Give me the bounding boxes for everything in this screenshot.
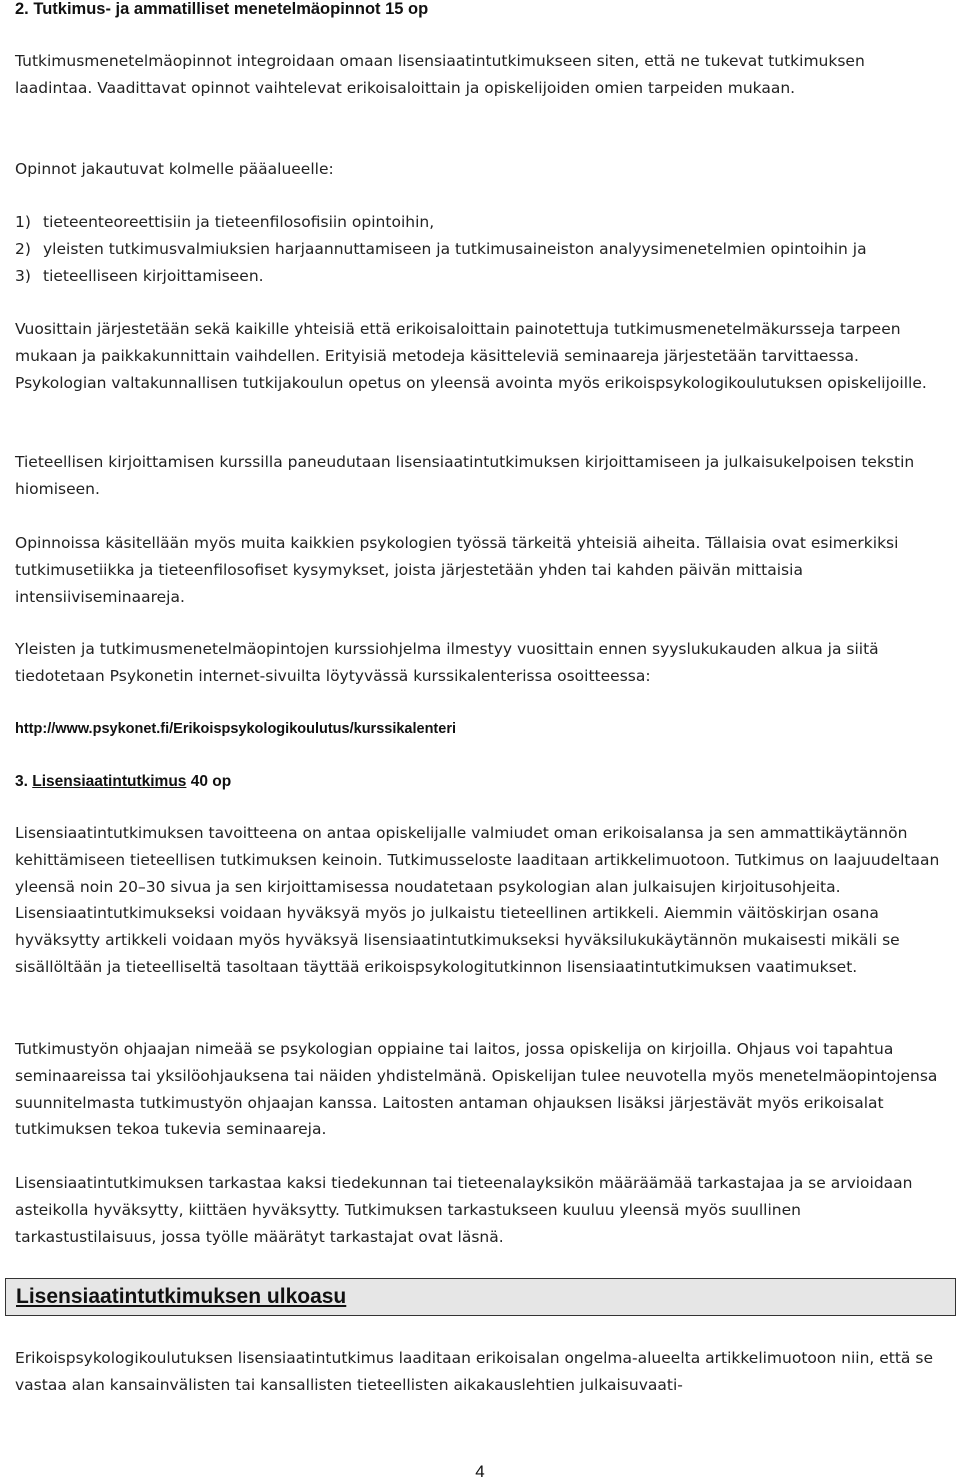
ulkoasu-heading: Lisensiaatintutkimuksen ulkoasu (16, 1285, 347, 1308)
list-item: 2) yleisten tutkimusvalmiuksien harjaannuttamiseen ja tutkimusaineiston analyysimenetelmien opintoihin ja (15, 239, 867, 258)
section-3-review: Lisensiaatintutkimuksen tarkastaa kaksi tiedekunnan tai tieteenalayksikön määräämää tarkastajaa ja se arvioidaan asteikolla hyväksytty, kiittäen hyväksytty. Tutkimuksen tarkastukseen kuuluu yleensä myös suullinen tarkastustilaisuus, jossa työlle määrätyt tarkastajat ovat läsnä. (15, 1174, 913, 1246)
section-2-areas-intro: Opinnot jakautuvat kolmelle pääalueelle: (15, 160, 334, 178)
ulkoasu-paragraph: Erikoispsykologikoulutuksen lisensiaatintutkimus laaditaan erikoisalan ongelma-alueelta artikkelimuotoon niin, että se vastaa alan kansainvälisten tai kansallisten tieteellisten aikakauslehtien julkaisuvaati- (15, 1349, 933, 1394)
section-2-intro: Tutkimusmenetelmäopinnot integroidaan omaan lisensiaatintutkimukseen siten, että ne tukevat tutkimuksen laadintaa. Vaadittavat opinnot vaihtelevat erikoisaloittain ja opiskelijoiden omien tarpeiden mukaan. (15, 52, 865, 97)
section-3-supervision: Tutkimustyön ohjaajan nimeää se psykologian oppiaine tai laitos, jossa opiskelija on kirjoilla. Ohjaus voi tapahtua seminaareissa tai yksilöohjauksena tai näiden yhdistelmänä. Opiskelijan tulee neuvotella myös menetelmäopintojensa suunnitelmasta tutkimustyön ohjaajan kanssa. Laitosten antaman ohjauksen lisäksi järjestävät myös erikoisalat tutkimuksen tekoa tukevia seminaareja. (15, 1040, 938, 1139)
section-2-heading: 2. Tutkimus- ja ammatilliset menetelmäopinnot 15 op (15, 0, 429, 18)
section-2-other-topics: Opinnoissa käsitellään myös muita kaikkien psykologien työssä tärkeitä yhteisiä aiheita. Tällaisia ovat esimerkiksi tutkimusetiikka ja tieteenfilosofiset kysymykset, joista järjestetään yhden tai kahden päivän mittaisia intensiiviseminaareja. (15, 534, 899, 606)
list-item: 1) tieteenteoreettisiin ja tieteenfilosofisiin opintoihin, (15, 213, 435, 231)
ulkoasu-heading-box (5, 1278, 956, 1316)
section-2-courses: Vuosittain järjestetään sekä kaikille yhteisiä että erikoisaloittain painotettuja tutkimusmenetelmäkursseja tarpeen mukaan ja paikkakunnittain vaihdellen. Erityisiä metodeja käsitteleviä seminaareja järjestetään tarvittaessa. Psykologian valtakunnallisen tutkijakoulun opetus on yleensä avointa myös erikoispsykologikoulutuksen opiskelijoille. (15, 320, 927, 392)
section-3-goals: Lisensiaatintutkimuksen tavoitteena on antaa opiskelijalle valmiudet oman erikoisalansa ja sen ammattikäytännön kehittämiseen tieteellisen tutkimuksen keinoin. Tutkimusseloste laaditaan artikkelimuotoon. Tutkimus on laajuudeltaan yleensä noin 20–30 sivua ja sen kirjoittamisessa noudatetaan psykologian alan julkaisujen kirjoitusohjeita. Lisensiaatintutkimukseksi voidaan hyväksyä myös jo julkaistu tieteellinen artikkeli. Aiemmin väitöskirjan osana hyväksytty artikkeli voidaan myös hyväksyä lisensiaatintutkimukseksi hyväksilukukäytännön mukaisesti mikäli se sisällöltään ja tieteelliseltä tasoltaan täyttää erikoispsykologitutkinnon lisensiaatintutkimuksen vaatimukset. (15, 824, 940, 976)
page-number: 4 (475, 1462, 485, 1481)
section-3-heading: 3. Lisensiaatintutkimus 40 op (15, 773, 232, 790)
list-item: 3) tieteelliseen kirjoittamiseen. (15, 266, 264, 285)
course-calendar-link[interactable]: http://www.psykonet.fi/Erikoispsykologikoulutus/kurssikalenteri (15, 721, 456, 737)
study-areas-list (15, 209, 940, 289)
section-2-programme: Yleisten ja tutkimusmenetelmäopintojen kurssiohjelma ilmestyy vuosittain ennen syyslukukauden alkua ja siitä tiedotetaan Psykonetin internet-sivuilta löytyvässä kurssikalenterissa osoitteessa: (15, 640, 879, 685)
section-2-writing: Tieteellisen kirjoittamisen kurssilla paneudutaan lisensiaatintutkimuksen kirjoittamiseen ja julkaisukelpoisen tekstin hiomiseen. (15, 453, 915, 498)
